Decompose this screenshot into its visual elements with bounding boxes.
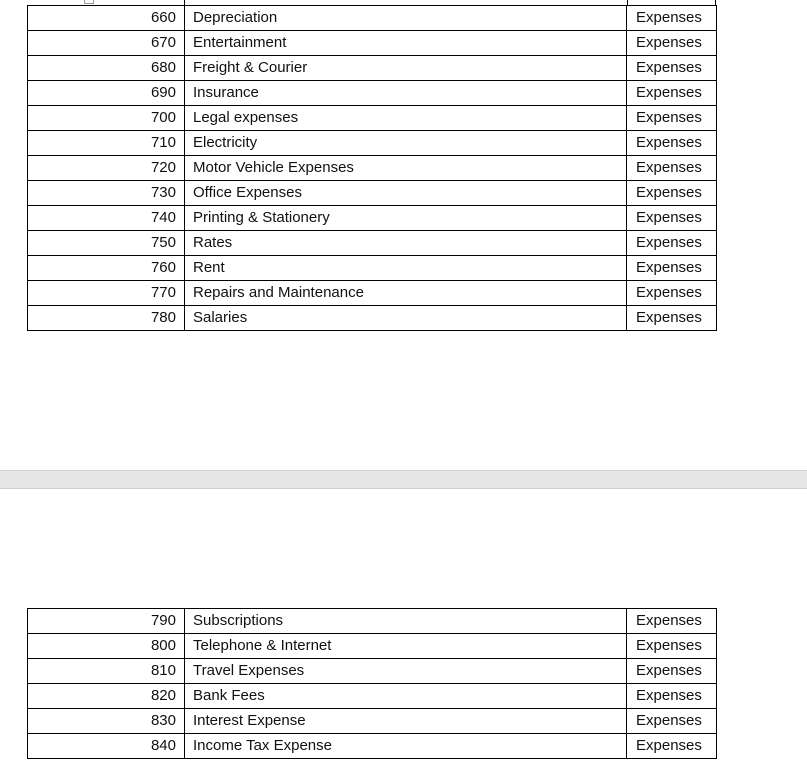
table-row <box>28 106 717 131</box>
account-code[interactable]: 730 <box>28 181 185 206</box>
account-code[interactable]: 660 <box>28 6 185 31</box>
account-code[interactable]: 800 <box>28 634 185 659</box>
account-code[interactable]: 780 <box>28 306 185 331</box>
account-name[interactable]: Office Expenses <box>185 181 627 206</box>
account-code[interactable]: 790 <box>28 609 185 634</box>
account-code[interactable]: 820 <box>28 684 185 709</box>
table-row <box>28 81 717 106</box>
account-code[interactable]: 750 <box>28 231 185 256</box>
page-break-gap <box>0 470 807 489</box>
account-type[interactable]: Expenses <box>627 659 717 684</box>
account-name[interactable]: Legal expenses <box>185 106 627 131</box>
account-type[interactable]: Expenses <box>627 56 717 81</box>
table-row <box>28 306 717 331</box>
account-type[interactable]: Expenses <box>627 81 717 106</box>
chart-of-accounts-table-page-2 <box>27 608 717 759</box>
account-name[interactable]: Repairs and Maintenance <box>185 281 627 306</box>
account-name[interactable]: Interest Expense <box>185 709 627 734</box>
account-type[interactable]: Expenses <box>627 634 717 659</box>
account-name[interactable]: Entertainment <box>185 31 627 56</box>
account-code[interactable]: 720 <box>28 156 185 181</box>
table-row <box>28 206 717 231</box>
table-body <box>28 6 717 331</box>
table-row <box>28 31 717 56</box>
account-name[interactable]: Motor Vehicle Expenses <box>185 156 627 181</box>
account-type[interactable]: Expenses <box>627 709 717 734</box>
account-name[interactable]: Printing & Stationery <box>185 206 627 231</box>
account-code[interactable]: 830 <box>28 709 185 734</box>
account-name[interactable]: Telephone & Internet <box>185 634 627 659</box>
account-code[interactable]: 740 <box>28 206 185 231</box>
chart-of-accounts-table-page-1 <box>27 5 717 331</box>
account-type[interactable]: Expenses <box>627 734 717 759</box>
table-row <box>28 709 717 734</box>
table-row <box>28 181 717 206</box>
account-code[interactable]: 680 <box>28 56 185 81</box>
table-row <box>28 231 717 256</box>
account-type[interactable]: Expenses <box>627 256 717 281</box>
document-page-2 <box>0 489 807 773</box>
account-type[interactable]: Expenses <box>627 281 717 306</box>
account-name[interactable]: Travel Expenses <box>185 659 627 684</box>
account-name[interactable]: Income Tax Expense <box>185 734 627 759</box>
table-row <box>28 734 717 759</box>
account-code[interactable]: 690 <box>28 81 185 106</box>
account-type[interactable]: Expenses <box>627 231 717 256</box>
account-type[interactable]: Expenses <box>627 31 717 56</box>
account-type[interactable]: Expenses <box>627 106 717 131</box>
table-row <box>28 684 717 709</box>
account-type[interactable]: Expenses <box>627 684 717 709</box>
account-type[interactable]: Expenses <box>627 181 717 206</box>
account-code[interactable]: 770 <box>28 281 185 306</box>
account-name[interactable]: Rent <box>185 256 627 281</box>
account-type[interactable]: Expenses <box>627 6 717 31</box>
account-code[interactable]: 760 <box>28 256 185 281</box>
account-type[interactable]: Expenses <box>627 131 717 156</box>
table-body <box>28 609 717 759</box>
table-row <box>28 609 717 634</box>
account-name[interactable]: Salaries <box>185 306 627 331</box>
account-code[interactable]: 840 <box>28 734 185 759</box>
account-name[interactable]: Subscriptions <box>185 609 627 634</box>
table-move-handle-icon[interactable] <box>84 0 94 4</box>
account-name[interactable]: Bank Fees <box>185 684 627 709</box>
account-type[interactable]: Expenses <box>627 306 717 331</box>
table-row <box>28 281 717 306</box>
account-name[interactable]: Freight & Courier <box>185 56 627 81</box>
account-name[interactable]: Depreciation <box>185 6 627 31</box>
account-code[interactable]: 810 <box>28 659 185 684</box>
account-code[interactable]: 670 <box>28 31 185 56</box>
account-type[interactable]: Expenses <box>627 206 717 231</box>
table-row <box>28 6 717 31</box>
table-row <box>28 256 717 281</box>
account-name[interactable]: Insurance <box>185 81 627 106</box>
account-code[interactable]: 700 <box>28 106 185 131</box>
account-name[interactable]: Electricity <box>185 131 627 156</box>
account-name[interactable]: Rates <box>185 231 627 256</box>
table-row <box>28 156 717 181</box>
account-code[interactable]: 710 <box>28 131 185 156</box>
table-row <box>28 131 717 156</box>
account-type[interactable]: Expenses <box>627 609 717 634</box>
table-row <box>28 659 717 684</box>
account-type[interactable]: Expenses <box>627 156 717 181</box>
table-row <box>28 56 717 81</box>
table-row <box>28 634 717 659</box>
